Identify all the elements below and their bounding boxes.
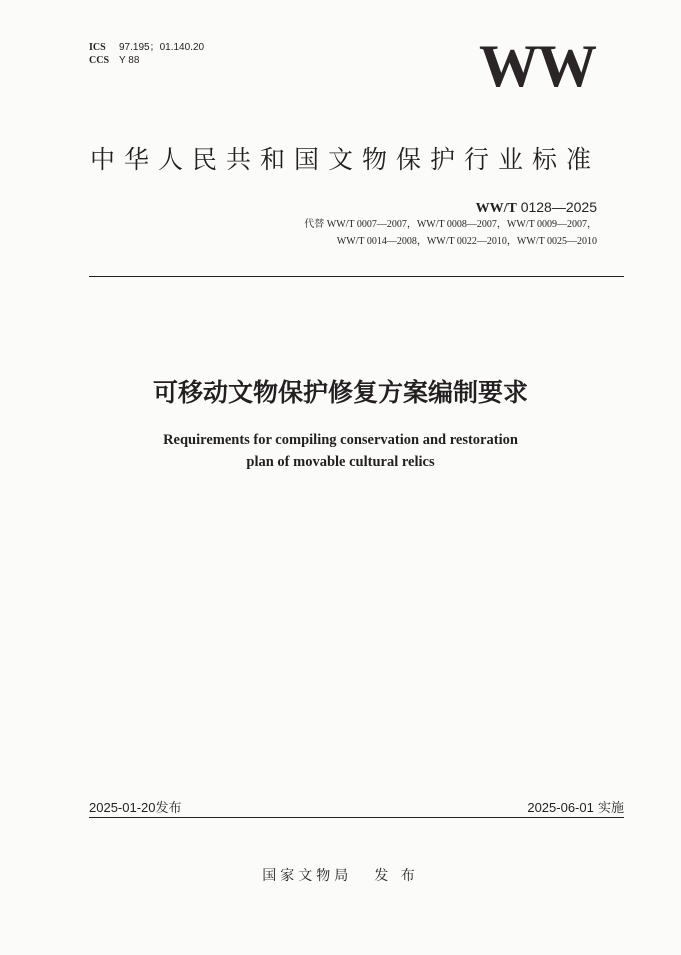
title-en-line-2: plan of movable cultural relics <box>246 454 435 470</box>
publish-date-value: 2025-01-20 <box>89 800 156 815</box>
implement-date <box>527 797 624 816</box>
ics-line <box>89 41 204 54</box>
standard-logo: WW <box>479 33 595 99</box>
issuer <box>0 865 681 885</box>
implement-date-value: 2025-06-01 <box>527 800 594 815</box>
issuer-name: 国家文物局 <box>262 868 353 884</box>
bottom-divider <box>89 817 624 818</box>
publish-label: 发布 <box>155 801 182 816</box>
ics-label: ICS <box>89 42 106 53</box>
document-title-zh: 可移动文物保护修复方案编制要求 <box>152 378 528 407</box>
document-title-en <box>0 429 681 473</box>
replaces-line-1: WW/T 0007—2007，WW/T 0008—2007，WW/T 0009—2007， <box>326 219 597 230</box>
classification-codes <box>89 41 204 67</box>
ics-value: 97.195；01.140.20 <box>119 42 205 53</box>
publish-date <box>89 797 182 816</box>
ccs-label: CCS <box>89 55 110 66</box>
top-divider <box>89 276 624 277</box>
standard-prefix: WW/T <box>475 201 517 216</box>
replaces-label: 代替 <box>304 219 325 230</box>
ccs-line <box>89 54 204 67</box>
standard-number <box>476 199 597 217</box>
implement-label: 实施 <box>597 801 624 816</box>
title-en-line-1: Requirements for compiling conservation and restoration <box>163 432 518 448</box>
standard-category: 中华人民共和国文物保护行业标准 <box>89 145 600 174</box>
ccs-value: Y 88 <box>119 55 140 66</box>
replaces-line-2: WW/T 0014—2008，WW/T 0022—2010，WW/T 0025—2010 <box>336 236 597 247</box>
issuer-action: 发 布 <box>374 868 419 884</box>
replaces-note <box>304 216 597 250</box>
standard-number-value: 0128—2025 <box>520 199 597 215</box>
